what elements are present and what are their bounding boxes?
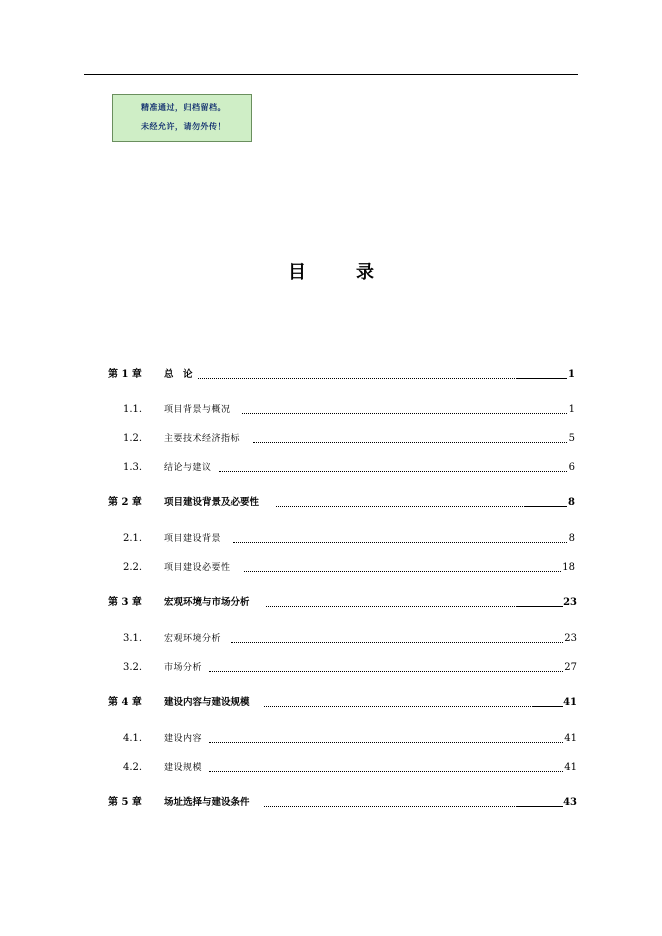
toc-entry[interactable]	[123, 532, 575, 546]
toc-leader	[209, 671, 563, 672]
toc-entry[interactable]	[108, 796, 577, 810]
toc-entry[interactable]	[108, 496, 575, 510]
toc-leader	[231, 642, 563, 643]
toc-entry[interactable]	[108, 696, 577, 710]
toc-section-title: 建设规模	[164, 763, 203, 773]
toc-page-number: 41	[564, 762, 577, 773]
toc-leader	[233, 542, 567, 543]
toc-chapter-title: 场址选择与建设条件	[164, 797, 250, 808]
toc-leader-tab	[517, 378, 567, 379]
toc-entry[interactable]	[123, 561, 575, 575]
toc-page-number: 41	[563, 697, 577, 708]
toc-leader	[264, 706, 533, 707]
toc-chapter-title: 总 论	[164, 369, 193, 380]
toc-chapter-number: 第 4 章	[108, 697, 142, 708]
toc-page-number: 5	[568, 433, 575, 444]
toc-chapter-title: 建设内容与建设规模	[164, 697, 250, 708]
toc-section-title: 项目建设背景	[164, 534, 222, 544]
toc-page-number: 23	[563, 597, 577, 608]
toc-leader	[198, 378, 517, 379]
stamp-line-2: 未经允许，请勿外传！	[141, 122, 226, 131]
toc-leader	[276, 506, 525, 507]
toc-section-title: 结论与建议	[164, 463, 212, 473]
toc-section-title: 项目建设必要性	[164, 563, 231, 573]
toc-page-number: 1	[568, 404, 575, 415]
toc-section-number: 3.1.	[123, 633, 143, 644]
toc-entry[interactable]	[123, 761, 577, 775]
toc-entry[interactable]	[123, 461, 575, 475]
toc-leader	[242, 413, 567, 414]
toc-chapter-title: 项目建设背景及必要性	[164, 497, 260, 508]
toc-chapter-title: 宏观环境与市场分析	[164, 597, 250, 608]
toc-leader	[253, 442, 567, 443]
toc-section-title: 项目背景与概况	[164, 405, 231, 415]
toc-leader	[209, 771, 563, 772]
toc-page-number: 18	[562, 562, 575, 573]
toc-chapter-number: 第 2 章	[108, 497, 142, 508]
toc-leader-tab	[517, 606, 563, 607]
toc-page-number: 6	[568, 462, 575, 473]
toc-leader	[209, 742, 563, 743]
toc-chapter-number: 第 3 章	[108, 597, 142, 608]
toc-page-number: 8	[568, 533, 575, 544]
toc-entry[interactable]	[108, 368, 575, 382]
toc-section-number: 1.3.	[123, 462, 143, 473]
toc-section-title: 主要技术经济指标	[164, 434, 241, 444]
toc-entry[interactable]	[123, 632, 577, 646]
toc-chapter-number: 第 5 章	[108, 797, 142, 808]
toc-leader	[266, 606, 517, 607]
toc-leader-tab	[525, 506, 567, 507]
toc-page-number: 1	[568, 369, 575, 380]
toc-section-number: 3.2.	[123, 662, 143, 673]
toc-page-number: 8	[568, 497, 575, 508]
toc-page-number: 43	[563, 797, 577, 808]
toc-leader	[219, 471, 567, 472]
toc-section-number: 1.1.	[123, 404, 143, 415]
toc-page-number: 27	[564, 662, 577, 673]
toc-section-number: 4.2.	[123, 762, 143, 773]
toc-entry[interactable]	[123, 661, 577, 675]
toc-section-number: 2.1.	[123, 533, 143, 544]
toc-entry[interactable]	[123, 732, 577, 746]
toc-entry[interactable]	[108, 596, 577, 610]
toc-section-title: 建设内容	[164, 734, 203, 744]
toc-section-title: 宏观环境分析	[164, 634, 222, 644]
toc-section-number: 4.1.	[123, 733, 143, 744]
toc-section-number: 1.2.	[123, 433, 143, 444]
toc-section-title: 市场分析	[164, 663, 203, 673]
toc-section-number: 2.2.	[123, 562, 143, 573]
stamp-line-1: 精准通过，归档留档。	[141, 103, 226, 112]
toc-chapter-number: 第 1 章	[108, 369, 142, 380]
toc-leader	[244, 571, 561, 572]
toc-page-number: 41	[564, 733, 577, 744]
toc-entry[interactable]	[123, 432, 575, 446]
toc-page-number: 23	[564, 633, 577, 644]
toc-leader	[264, 806, 517, 807]
toc-entry[interactable]	[123, 403, 575, 417]
toc-title: 目录	[288, 262, 424, 283]
toc-leader-tab	[533, 706, 563, 707]
toc-leader-tab	[517, 806, 563, 807]
